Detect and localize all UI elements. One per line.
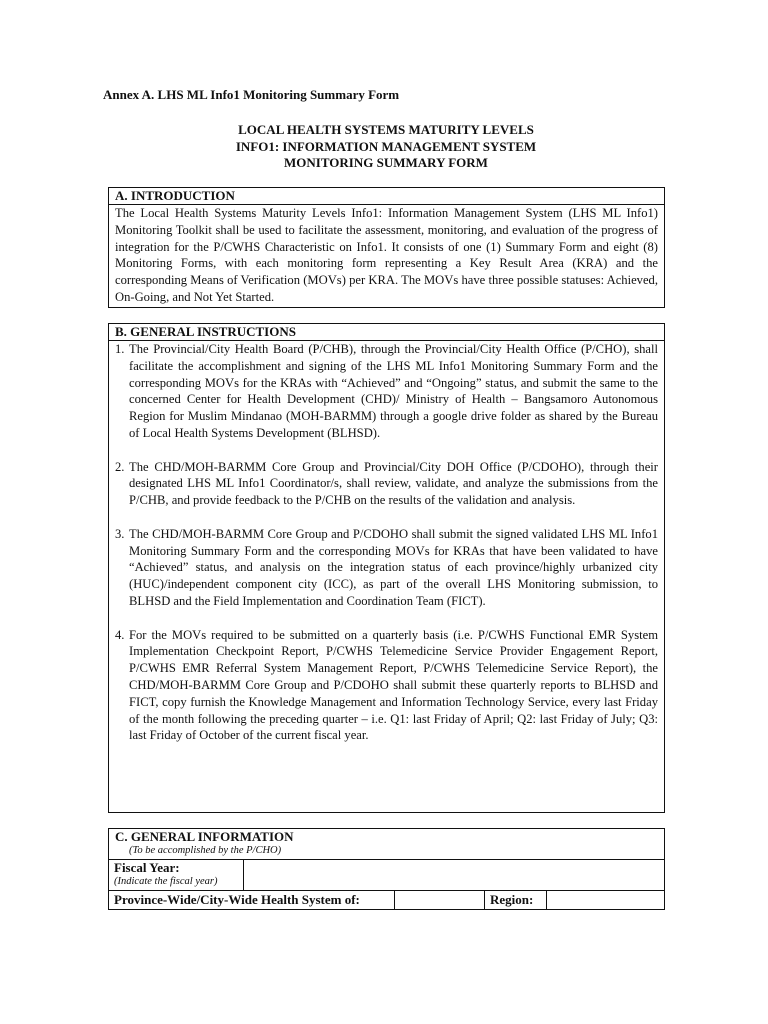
instruction-number: 2. (115, 459, 125, 474)
province-field[interactable] (395, 891, 485, 909)
province-label-cell (109, 891, 395, 909)
fiscal-year-note: (Indicate the fiscal year) (114, 876, 218, 887)
instruction-text: The CHD/MOH-BARMM Core Group and P/CDOHO shall submit the signed validated LHS ML Info1 Monitoring Summary Form and the corresponding MOVs for KRAs that have been validated to have “Achieved” status, and analysis on the integration status of each province/highly urbanized city (HUC)/independent component city (ICC), as part of the overall LHS Monitoring submission, to BLHSD and the Field Implementation and Coordination Team (FICT). (129, 526, 658, 608)
general-information-heading: C. GENERAL INFORMATION (115, 829, 294, 844)
instruction-text: The Provincial/City Health Board (P/CHB), through the Provincial/City Health Office (P/CHO), shall facilitate the accomplishment and signing of the LHS ML Info1 Monitoring Summary Form and the corresponding MOVs for the KRAs with “Achieved” and “Ongoing” status, and submit the same to the concerned Center for Health Development (CHD)/ Ministry of Health – Bangsamoro Autonomous Region for Muslim Mindanao (MOH-BARMM) through a google drive folder as shared by the Bureau of Local Health Systems Development (BLHSD). (129, 342, 658, 440)
province-region-row (109, 891, 664, 909)
fiscal-year-label-cell (109, 860, 244, 890)
instruction-number: 3. (115, 526, 125, 541)
instructions-list (109, 341, 664, 744)
instruction-item (115, 459, 658, 509)
instruction-item (115, 341, 658, 442)
form-title-line-2: INFO1: INFORMATION MANAGEMENT SYSTEM (235, 138, 537, 154)
province-label: Province-Wide/City-Wide Health System of: (114, 892, 360, 907)
instruction-number: 1. (115, 342, 125, 356)
general-information-section (108, 828, 665, 910)
region-label: Region: (490, 892, 534, 907)
fiscal-year-label: Fiscal Year: (114, 860, 180, 875)
instructions-heading: B. GENERAL INSTRUCTIONS (109, 324, 664, 341)
general-instructions-section (108, 323, 665, 813)
instruction-item (115, 627, 658, 745)
introduction-body: The Local Health Systems Maturity Levels Info1: Information Management System (LHS ML Info1) Monitoring Toolkit shall be used to facilitate the assessment, monitoring, and evaluation of the progress of integration for the P/CWHS Characteristic on Info1. It consists of one (1) Summary Form and eight (8) Monitoring Forms, with each monitoring form representing a Key Result Area (KRA) and the corresponding Means of Verification (MOVs) per KRA. The MOVs have three possible statuses: Achieved, On-Going, and Not Yet Started. (115, 206, 658, 304)
general-information-subheading: (To be accomplished by the P/CHO) (129, 845, 282, 856)
form-title (108, 122, 664, 172)
introduction-heading: A. INTRODUCTION (109, 188, 664, 205)
instruction-text: For the MOVs required to be submitted on a quarterly basis (i.e. P/CWHS Functional EMR System Implementation Checkpoint Report, P/CWHS Telemedicine Service Provider Engagement Report, P/CWHS EMR Referral System Management Report, P/CWHS Telemedicine Service Report), the CHD/MOH-BARMM Core Group and P/CDOHO shall submit these quarterly reports to BLHSD and FICT, copy furnish the Knowledge Management and Information Technology Service, every last Friday of the month following the preceding quarter – i.e. Q1: last Friday of April; Q2: last Friday of July; Q3: last Friday of October of the current fiscal year. (129, 627, 658, 743)
general-information-header (109, 829, 664, 860)
region-field[interactable] (547, 891, 664, 909)
form-title-line-1: LOCAL HEALTH SYSTEMS MATURITY LEVELS (238, 122, 534, 137)
form-title-line-3: MONITORING SUMMARY FORM (284, 155, 488, 170)
annex-title: Annex A. LHS ML Info1 Monitoring Summary Form (103, 87, 400, 102)
instruction-number: 4. (115, 627, 125, 642)
instruction-text: The CHD/MOH-BARMM Core Group and Provincial/City DOH Office (P/CDOHO), through their designated LHS ML Info1 Coordinator/s, shall review, validate, and analyze the submissions from the P/CHB, and provide feedback to the P/CHB on the results of the validation and analysis. (129, 459, 658, 508)
fiscal-year-row (109, 860, 664, 891)
introduction-section (108, 187, 665, 308)
fiscal-year-field[interactable] (244, 860, 664, 890)
instruction-item (115, 526, 658, 610)
region-label-cell (485, 891, 547, 909)
